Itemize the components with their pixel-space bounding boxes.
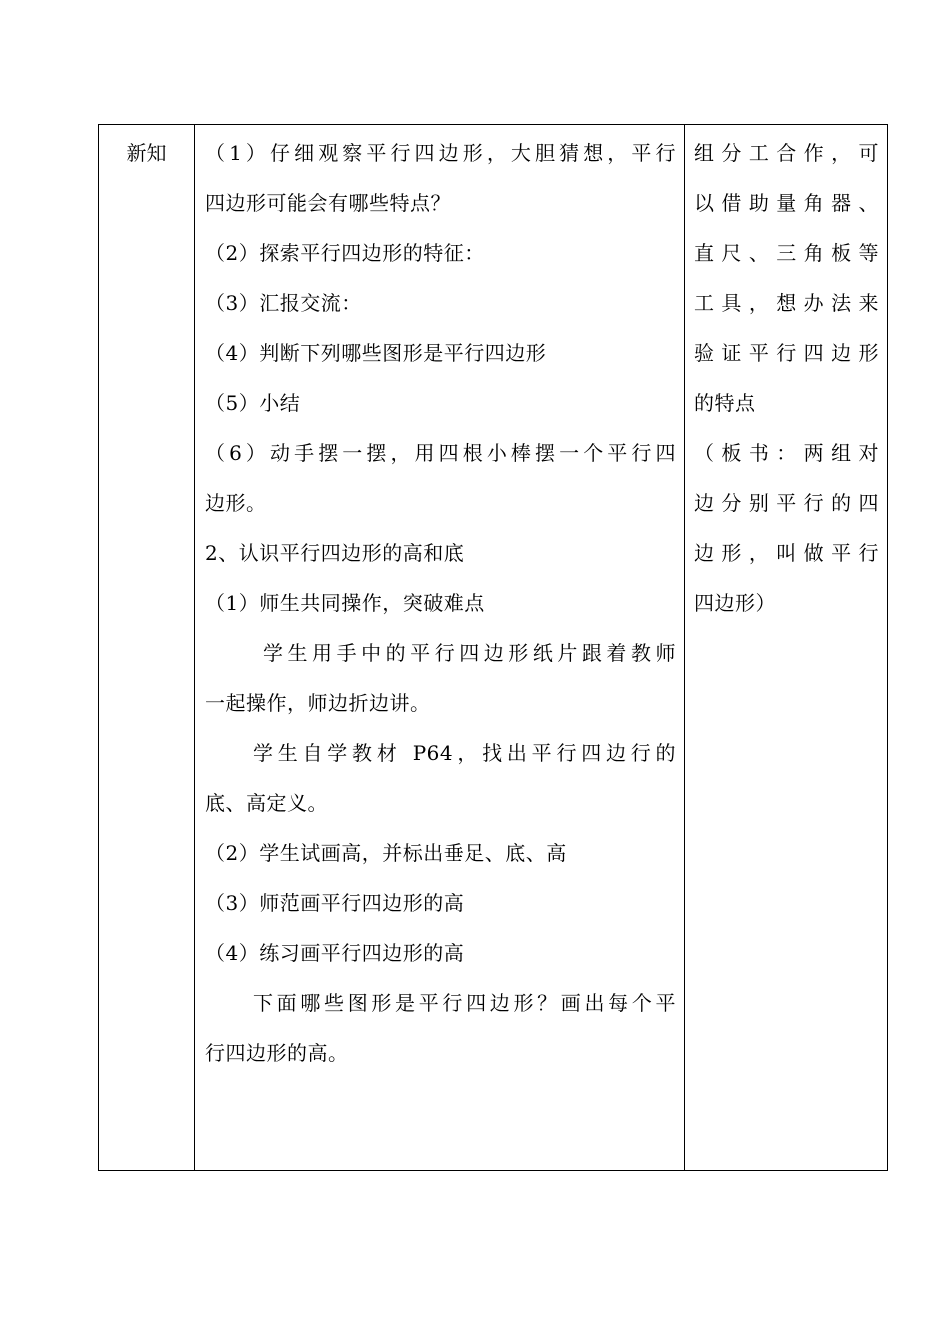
notes-line: 边形，叫做平行 — [694, 541, 879, 565]
teaching-process-cell — [195, 125, 685, 1171]
lesson-plan-table — [98, 124, 888, 1171]
section-label: 新知 — [126, 141, 167, 165]
notes-line: 以借助量角器、 — [694, 191, 879, 215]
main-line: 2、认识平行四边形的高和底 — [205, 541, 465, 565]
main-line: 底、高定义。 — [205, 791, 328, 815]
notes-line: 工具，想办法来 — [694, 291, 879, 315]
notes-line: 直尺、三角板等 — [694, 241, 879, 265]
main-line: （4）判断下列哪些图形是平行四边形 — [205, 341, 547, 365]
main-line: （1）师生共同操作，突破难点 — [205, 591, 485, 615]
main-line: （2）学生试画高，并标出垂足、底、高 — [205, 841, 567, 865]
section-label-cell — [99, 125, 195, 1171]
main-line: 学生自学教材 P64，找出平行四边行的 — [253, 741, 676, 765]
notes-line: 组分工合作，可 — [694, 141, 879, 165]
notes-line: 边分别平行的四 — [694, 491, 879, 515]
notes-line: 的特点 — [694, 391, 756, 415]
notes-line: （板书：两组对 — [694, 441, 879, 465]
main-line: （2）探索平行四边形的特征： — [205, 241, 485, 265]
notes-line: 验证平行四边形 — [694, 341, 879, 365]
main-line: 一起操作，师边折边讲。 — [205, 691, 431, 715]
main-line: （3）师范画平行四边形的高 — [205, 891, 465, 915]
main-line: 学生用手中的平行四边形纸片跟着教师 — [263, 641, 676, 665]
main-line: （4）练习画平行四边形的高 — [205, 941, 465, 965]
main-line: （1）仔细观察平行四边形，大胆猜想，平行 — [205, 141, 676, 165]
main-line: （3）汇报交流： — [205, 291, 362, 315]
main-line: 边形。 — [205, 491, 267, 515]
main-line: （5）小结 — [205, 391, 301, 415]
main-line: （6）动手摆一摆，用四根小棒摆一个平行四 — [205, 441, 676, 465]
main-line: 行四边形的高。 — [205, 1041, 349, 1065]
main-line: 下面哪些图形是平行四边形？画出每个平 — [253, 991, 676, 1015]
notes-cell — [685, 125, 888, 1171]
main-line: 四边形可能会有哪些特点？ — [205, 191, 451, 215]
notes-line: 四边形） — [694, 591, 776, 615]
table-row — [99, 125, 888, 1171]
